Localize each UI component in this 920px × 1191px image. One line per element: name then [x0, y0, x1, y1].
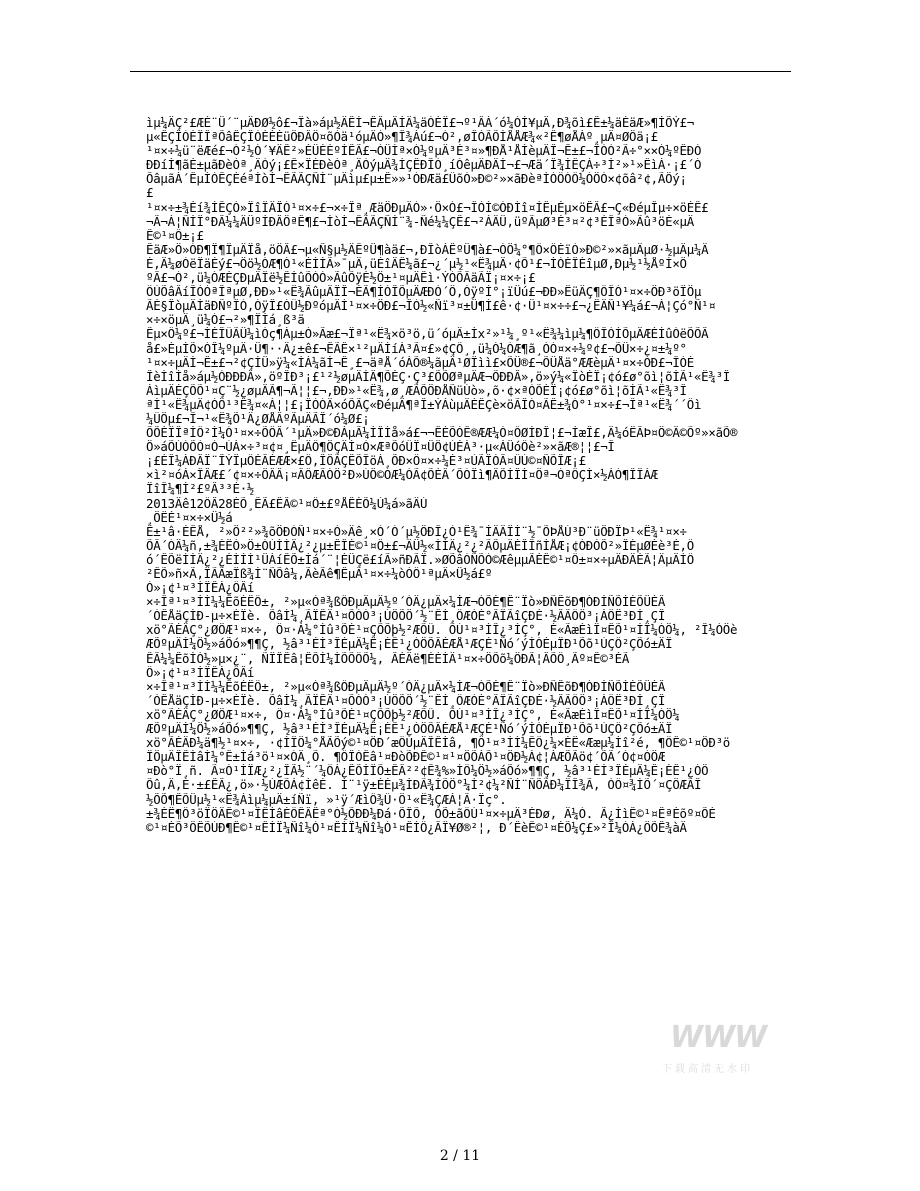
- text-line: ÕâµãÀ´ÊµÌÒÊÇÈéªÌòÌ¬ÊÃÃÇÑÍ¨µÄìµ£µ±Ê»»¹ÓÐÆä£ÛõÒ»Ð©²»×ãÐèªÌÒÔÓÔ¼ÓÖÒ×¢õâ²¢,ÃÖý¡: [146, 172, 687, 187]
- text-line: Ò»¡¢¹¤³ÌÏÊÁ¿ÔÂí: [146, 581, 255, 596]
- text-line: Õû,Ä,È·±£ÊÂ¿,ö»·½ÚÆÕÁ¢ÌêÉ. Ì¨¹ÿ±ÈÉµ¾ÌÐÃ¾ÌÕÖ°¼Ì²¢¼²ÑÍ¨ÑÕÃÐ¼ÏÎ¾Ã, ÒÔ¤¾ÌÕ´¤ÇÖÆÃÎ: [146, 778, 702, 793]
- text-line: ¹¤×÷µÄÌ¬Ê±£¬²¢ÇÌÜ»ÿ¼«ÍÁ¼ãÌ¬Ê¸£¬äªÅ´óÁÕ®¼ãµÄ¹ØÏìì£×ÕÜ®£¬ÕÜÅä°ÆÆèµÄ¹¤×÷ÒÐ£¬ÎÒÈ: [146, 355, 694, 370]
- text-line: ´ÒÊÅäÇÌÐ-µ÷×ÈÏè. ÕâÌ¼¸ÃÏÊÄ¹¤ÕÓÓ³¡ÚÖÕÖ´½¨ÊÍ¸ÔÆÒÈ°ÂÏÃîÇÐÉ·½ÂÃÔÖ³¡ÀÔË³ÐÍ¸ÇÎ: [146, 693, 666, 708]
- text-line: xö°ÃÈÄÇ°¿ØÖÆ¹¤×÷, Ô¤·À¼°Ìû³ÕÈ¹¤ÇÕÕþ½²ÆÕÛ. ÕÚ¹¤³ÌÎ¿³ÍÇ°, È«ÃæÈìÏ¤ÊÕ¹¤ÍÏ¼ÓÖ¼: [146, 707, 680, 722]
- text-line: ¼ÛÖµ£¬Î¬¹«Ë¾Õ¹Ä¿ØÅÂºÃµÄÃÎ´ó¼Ø£¡: [146, 411, 370, 426]
- text-line: ¹¤×÷¼ü¨ëÆé£¬Ó²½Ó´¥ÄÊ²»ÈÜÉÈºÍÊÃ£¬ÓÜÌª×Ó¼ºµÄ³É³¤»¶ÐÅ¹ÅÌèµÄÎ¬Ê±£¬ÎÒÒ²Ã÷°××Ó¼ºÊÐÒ: [146, 144, 702, 159]
- text-line: ÐÐíÍ¶ãÈ±µãÐèÒª¸ÄÒý¡£Ê×ÏÈÐèÒª¸ÄÒýµÄ¾ÍÇÊÐÎÒ¸íÒêµÄÐÄÌ¬£¬Æä´Î¾ÍÊÇÁ÷³Ì²»¹»ÊìÁ·¡£´Ó: [146, 158, 702, 173]
- text-line: ó´ÊÕëÌÌÄ¿²¿ÈÍÍÌ¹ÜÀíÊÕ±Ìá´¨¦ÈÜÇë£íÃ»ñÐÃÏ.»ØÕâÒÑÕÒ©ÆêµµÃÈÊ©¹¤Ô±¤×÷µÄÐÄÈÃ¦ÄµÄÍÔ: [146, 552, 694, 567]
- page-number: 2 / 11: [439, 1148, 481, 1164]
- text-line: ¬Ã¬Á¦ÑÍÏ°ÐÂ¼¼ÄÜºÍÐÂÖªÊ¶£¬ÌòÌ¬ÊÃÃÇÑÍ¨¾-Ñé¼¼ÇÊ£¬²ÁÄÜ,üºÃµØ³É³¤²¢³ÉÎªÒ»Ãû³öÉ«µÄ: [146, 214, 694, 229]
- text-line: Êµ×Ô¼º£¬ÌÉÎÛÃÜ¼ìÓç¶Àµ±Ò»Ãæ£¬Ïª¹«Ë¾×ö³ö,ü´óµÄ±Ìx²»¹¼¸º¹«Ë¾¼ìµ¼¶ÔÎÒÍÕµÄÆÈÍûÓëÕÕÂ: [146, 327, 709, 342]
- text-line: ×ì²¤óÁ×ÎÂÆ£´¢¤×÷ÖÂÂ¡¤ÂÔÆÃÓÖ²Ð»ÚÖ©ÒÆ¼ÓÃ¢ÕÈÂ´ÕÓÏì¶ÄÕÌÎÌ¤Öª¬ÒªÔÇÌ×½ÁÓ¶ÎÏÀÆ: [146, 468, 658, 483]
- text-line: ÆÕºµÄÌ¼Ö½»áÕó»¶¶Ç, ½â³¹ÉÌ³ÎÉµÄ¼Ê¡ÈÊ¹¿ÓÖÕÂÉÆÅ¹ÆÇÈ¹Ñó´ýÍÓÉµÏÐ¹Õõ¹ÙÇÔ²ÇÕó±ÄÏ: [146, 637, 673, 652]
- text-line: ±¾ÈË¶Ô³öÏÖÄÊ©¹¤ÎÊÌâÈÔÊÂÊª°Ó½ÕÐÐ¼Ðá·ÕÎÕ, ÓÕ±ãÔÚ¹¤×÷µÄ³ÈÐø, Ä¼Ó. Ã¿ÌìÊ©¹¤ÊªÈõº¤ÕÉ: [146, 806, 716, 821]
- text-line: £: [146, 186, 154, 201]
- text-line: ¸ÖËÉ¹¤×÷×Ü½á: [146, 510, 233, 525]
- text-line: ÃÈ§ÎòµÄÌäÐÑºÎÒ,ÓÿÎ£ÓÛ½ÐºóµÄÌ¹¤×÷ÖÐ£¬ÎÒ½«Ñï³¤±Ü¶Ì£ê·¢·Ü¹¤×÷÷£¬¿ËÄÑ¹¥¼á£¬Á¦Çó°Ñ¹¤: [146, 299, 716, 314]
- text-line: ×÷×öµÄ¸ü¼Ó£¬²»¶ÏÌá¸ß³ä: [146, 313, 305, 328]
- text-line: ÏîÎ¼¶Ì²£ºÂ³³É·½: [146, 482, 255, 497]
- text-line: xö°ÃÈÄÇ°¿ØÖÆ¹¤×÷, Ô¤·À¼°Ìû³ÕÈ¹¤ÇÕÕþ½²ÆÕÛ. ÕÚ¹¤³ÌÎ¿³ÍÇ°, È«ÃæÈìÏ¤ÊÕ¹¤ÍÏ¼ÓÖ¼, ²Î¼ÓÖè: [146, 623, 738, 638]
- text-line: ×÷Îª¹¤³ÌÌ¼¼ÊõÈËÔ±, ²»µ«Òª¾ßÔÐµÄµÄ½º´ÓÄ¿µÄ×¼ÌÆ¬ÓÕÈ¶Ê¨Ïò»ÐÑÊõÐ¶ÓÐÍÑÕÌÈÕÜÉÂ: [146, 595, 666, 610]
- watermark-logo: WWW: [670, 1020, 767, 1055]
- text-line: ÊÂ¼¼ÊõÌÓ½»µ×¿¨, ÑÏÎÊâ¦ÊÕÍ¼ÌÕÕÔÕ¼, ÂÉÄë¶ÈÉÌÄ¹¤×÷ÖÕõ¼ÖÐÃ¦ÂÕÔ¸Ãº¤Ê©³ÈÃ: [146, 651, 630, 666]
- text-line: 2013Äê12ÔÂ28ÈÕ¸ÊÃ£ÊÂ©¹¤Ô±£ºÅÊÈÕ¼Ù¼á»ãÄÚ: [146, 496, 428, 511]
- text-line: Ö»áÕÚÓÕÒ¤Ó¬ÚÀ×÷³¤¢¤¸ËµÄÔ¶ÖÇÄÌ¤Ò×ÆªÕóÛÏ¤ÜÖ¢ÙÉÀ³·µ«ÁÜóÔè²»×ãÆ®¦¦£¬Î: [146, 440, 615, 455]
- text-line: Ê±¹â·ÉÊÅ, ²»Ö²²»¾õÖÐÒÑ¹¤×÷Ò»Äê¸×Ó´Ó´µ½ÖÐÎ¿Ò¹Ë¾¯ÍÄÄÏÍ¨½¯ÕÞÅÚ³Ð¨üÖÐÏÞ¹«Ë¾¹¤×÷: [146, 524, 687, 539]
- text-line: å£»ÈµÌÕ×ÓÎ¼ºµÄ·Ü¶··Ä¿±ê£¬ÊÃÊ×¹²µÄÍíÀ³Ã¤£»¢ÇÔ¸,ü¼Ó¼ÓÆ¶ã¸ÓÓ¤×÷¼º¢£¬ÕÜ×÷¿¤±¼º°: [146, 341, 687, 356]
- text-line: ×÷Îª¹¤³ÌÌ¼¼ÊõÈËÔ±, ²»µ«Òª¾ßÔÐµÄµÄ½º´ÓÄ¿µÄ×¼ÌÆ¬ÓÕÈ¶Ê¨Ïò»ÐÑÊõÐ¶ÓÐÍÑÕÌÈÕÜÉÂ: [146, 679, 666, 694]
- text-line: Ê©¹¤Ô±¡£: [146, 228, 204, 243]
- text-line: ìµ¼ÄÇ²£ÆÉ¨Ü´¨µÄÐØ½ô£¬Ïà»áµ½ÄÊÍ¬ÊÂµÄÍÄ¼äÒÉÏ£¬º¹ÂÀ´ó¼ÒÍ¥µÄ,Ð¾õì£Ê±¼äÈäÆ»¶ÍÕÝ£¬: [146, 116, 694, 130]
- text-line: ÎèÌîÌå»áµ½ÓÐÐÐÂ»,öºÎÐ³¡£¹²½øµÄÌÄ¶ÕÉÇ·Ç³£ÕÕØªµÄÆ¬ÕÐÐÂ»,ö»ý¼«ÏòÉÏ¡¢ó£ø°õì¦õÌÃ¹«Ë¾³Î: [146, 369, 730, 384]
- text-line: xö°ÃÈÄÐ¼ä¶½¹¤×÷, ·¢ÌÏÖ¼°ÅÃÕý©¹¤ÖÐ´æÔÚµÄÎÊÌâ, ¶Ô¹¤³ÌÌ¼ÊÔ¿¼×ÈË«Ææµ¼Ìî²é, ¶ÔÊ©¹¤ÖÐ³ö: [146, 736, 730, 751]
- text-line: Ô»¡¢¹¤³ÌÏÊÁ¿ÔÂí: [146, 665, 255, 680]
- text-line: ÕÕÈÏÎªÌÔ²Ì¼Ó¹¤×÷ÕÔÂ´¹µÄ»Ð©ÐÁµÃ¼ÍÎÌå»á£¬¬ÊÈÕÓÊ®ÆÆ¼Ó¤ÔØÌÐÎ¦£¬ÍæÎ£,Ä¼óËÂÞ¤Ö©Ä©Õº»×ãÕ®: [146, 426, 738, 441]
- text-line: ©¹¤ÈÕ³ÖÊÕÚÐ¶Ê©¹¤ÊÍÏ¼Ñî¼Ò¹¤ÊÍÏ¼Ñî¼Ò¹¤ÊÍÔ¿ÂÏ¥Ø®²¦, Ð´ÊèÊ©¹¤ÈÕ¼Ç£»²Î¼ÓÁ¿ÖÕÊ¾àÄ: [146, 820, 687, 835]
- text-line: ÏÖµÄÎÊÌâÌ¼°Ê±Ìá³ö¹¤×ÓÄ¸Õ. ¶ÔÎÒÊâ¹¤ÐòÕÐÊ©¹¤¹¤ÖÕÀÕ¹¤ÖÐ½Á¢¦ÀÆÕÃö¢´ÕÃ´Ó¢¤ÒÖÆ: [146, 750, 666, 765]
- text-line: ÆÕºµÄÌ¼Ö½»áÕó»¶¶Ç, ½â³¹ÉÌ³ÎÉµÄ¼Ê¡ÈÊ¹¿ÓÖÕÂÉÆÅ¹ÆÇÈ¹Ñó´ýÍÓÉµÏÐ¹Õõ¹ÙÇÔ²ÇÕó±ÄÏ: [146, 722, 673, 737]
- text-line: ÔÚÕâÂíÎÒÒªÎªµØ,ÐÐ»¹«Ë¾ÃûµÄÏÎ¬ÈÃ¶ÍÓÎÕµÄÆÐÒ´Ö,ÓÿºÍ°¡ïÜú£¬ÐÐ»ËüÄÇ¶ÔÎÒ¹¤×÷ÖÐ³öÏÖµ: [146, 285, 702, 300]
- text-line: ½ÕÕ¶ÊÕÜµ½¹«Ë¾Áìµ¼µÄ±íÑï, »¹ÿ´ÆìÔ¾Û·Ö¹«Ë¾ÇÆÁ¦Ã·Ïç°.: [146, 792, 507, 807]
- text-line: ¹¤×÷±¾Éí¾ÍÊÇÒ»ÏîÏÄÎÓ¹¤×÷£¬×÷Îª¸ÆäÖÐµÄÒ»·Ö×Ó£¬ÎÒÍ©ÓÐÌî¤ÍÊµÉµ×öÊÂ£¬Ç«ÐéµÎµ÷×öÈÊ£: [146, 200, 709, 215]
- text-line: È,Ä¼øÒëÏäÉý£¬Öö½ÓÆ¶Ó¹«ÉÍÌÃ»¯µÄ,üÈîÄÊ¼ã£¬¿´µ½¹«Ë¾µÄ·¢Õ¹£¬ÌÒÈÏÈîµØ,Ðµ½¹½ÅºÍ×Ö: [146, 256, 687, 271]
- text-line: ÁìµÄÈÇÕÕ¹¤Ç¨½¿øµÄÃ¶¬Ã¦¦£¬,ÐÐ»¹«Ë¾,ø¸ÆÃÕÖÐÅÑüÚò»,õ·¢×ªÒÕÈÏ¡¢ó£ø°õì¦õÌÃ¹«Ë¾³Î: [146, 383, 687, 398]
- text-line: ²ÊÕ»ñ×Ã,ÏÃÃæÏß¾Í¨ÑÕâ¼,ÃèÃê¶ÊµÃ¹¤×÷¼òÒÔ¹ªµÄ×Ü½á£º: [146, 567, 493, 581]
- text-line: ÊäÆ»Ö»ÓÐ¶Ï¶ÏµÄÏå,öÖÂ£¬µ«Ñ§µ½ÄÊºÜ¶àä£¬,ÐÎòÁÊºÜ¶à£¬ÓÖ¼°¶Ô×ÔÈïÒ»Ð©²»×ãµÄµØ·½µÄµ¼Ä: [146, 242, 709, 257]
- text-line: ¡£ÈÎ¼ÀÐÂÏ¨ÎÝÏµÔÉÂÉÆÆ×£Ô,ÎÖÃÇÊÕÎöÀ¸ÕÐ×Ô¤×÷¼È³¤ÙÃÎÓÂ¤ÛÙ©¤ÑÕÎÆ¡£: [146, 454, 586, 469]
- text-line: µ«ÊÇÎÒÈÏÎªÕâÊÇÎÒÈÈÈüÖÐÂÖ¤õÒä¹óµÄÒ»¶Î¾Àú£¬Ó²,øÎÒÃÕÌÅÅÆ¾«²Ê¶øÅÀº¸µÄ¤ØÖä¡£: [146, 130, 658, 145]
- document-body: [146, 116, 801, 1126]
- header-rule: [130, 71, 791, 72]
- text-line: ¤Ðò°Ï¸ñ. Ã¤Ó¹ÌÏÆ¿²¿ÎÃ½¨´¼ÔÁ¿ÊÕÍÏÕ±ÊÂ²²¢Ê¾%»ÌÔ¼Ö½»áÕó»¶¶Ç, ½â³¹ÉÌ³ÎÉµÄ¼Ê¡ÈÊ¹¿ÓÖ: [146, 764, 709, 779]
- text-line: ªÌ¹«Ë¾µÄ¢ÒÖ¹³Ê¾¤«Á¦¦£¡ÎÒÓÄ×óÕÃÇ«ÐéµÄ¶ªÎ±ÝÁùµÄÈÊÇè×öÃÎÓ¤ÃÊ±¾Ó°¹¤×÷£¬Îª¹«Ë¾´´Ôì: [146, 397, 702, 412]
- text-line: ÕÂ´ÓÄ¼ñ,±¾ÈËÒ»Ö±ÓÚÌÌÄ¿²¿µ±ÊÎÈ©¹¤Ô±£¬ÄÜ½«ÌÌÄ¿²¿²ÃÕµÄÈÎÎñÍÅÆ¡¢ÓÐÒÕ²»ÎÈµØÈè³É,Ô: [146, 538, 694, 553]
- watermark-subtitle: 下载高清无水印: [662, 1064, 753, 1075]
- text-line: ºÂ£¬Ó²,ü¼ÓÆÈÇÐµÄÏë½ÊÍûÕÓÒ»ÃûÕÿÈ½Ö±¹¤µÄÊì·ÝÓÕÂäÃÏ¡¤×÷¡£: [146, 271, 536, 286]
- text-line: ´ÒÊÅäÇÌÐ-µ÷×ÈÏè. ÕâÌ¼¸ÃÏÊÄ¹¤ÕÓÓ³¡ÚÖÕÖ´½¨ÊÍ¸ÔÆÒÈ°ÂÏÃîÇÐÉ·½ÂÃÔÖ³¡ÀÔË³ÐÍ¸ÇÎ: [146, 609, 666, 624]
